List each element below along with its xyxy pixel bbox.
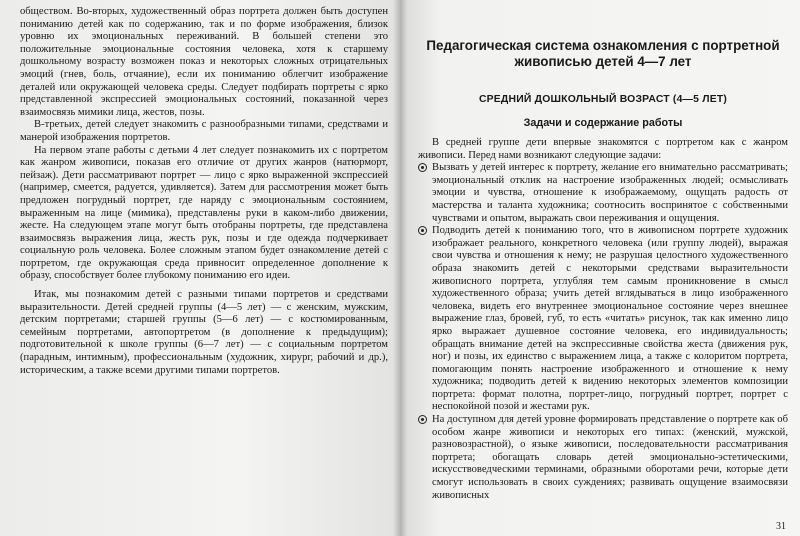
chapter-title: Педагогическая система ознакомления с портретной живописью детей 4—7 лет [426,38,780,69]
bullet-icon [418,415,427,424]
paragraph: Итак, мы познакомим детей с разными типами портретов и средствами выразительности. Детей средней группы (4—5 лет) — с женским, мужским, детским портретами; старшей группы (5—6 лет) — с костюмированным, семейным портретами, автопортретом (в дополнение к предыдущим); подготовительной к школе группы (6—7 лет) — с социальным портретом (парадным, интимным), профессиональным (художник, хирург, рабочий и др.), историческим, а также всеми другими типами портретов. [20,289,388,376]
list-item [418,225,788,414]
paragraph: В-третьих, детей следует знакомить с разнообразными типами, средствами и манерой изображения портретов. [20,119,388,143]
right-page [400,0,800,536]
paragraph: На первом этапе работы с детьми 4 лет следует познакомить их с портретом как жанром живописи, показав его отличие от других жанров (натюрморт, пейзаж). Дети рассматривают портрет — лицо с ярко выраженной экспрессией (например, смеется, радуется, удивляется). Затем для рассмотрения может быть предложен погрудный портрет, где наряду с эмоциональным состоянием, выраженным на лице (мимика), представлены руки в каком-либо движении, жесте. На следующем этапе могут быть отобраны портреты, где представлена взаимосвязь выражения лица, жесть рук, позы и где одежда подчеркивает социальную роль человека. Более сложным этапом будет ознакомление детей с портретом, где окружающая среда привносит определенное дополнение к образу, способствует более глубокому пониманию его идеи. [20,144,388,282]
bullet-icon [418,226,427,235]
list-item-text: Подводить детей к пониманию того, что в живописном портрете художник изображает реального, конкретного человека (или группу людей), выражая свои чувства и отношения к нему; не разрушая целостного художественного образа знакомить детей с некоторыми средствами выразительности живописного портрета, углубляя тем самым проникновение в смысл художественного образа; учить детей вглядываться в лицо изображенного человека, видеть его внутреннее эмоциональное состояние через внешнее выражение глаз, бровей, губ, то есть «читать» рисунок, так как именно лицо ярко выражает душевное состояние человека, его индивидуальность; обращать внимание детей на экспрессивные свойства жеста (движения рук, ног) и позы, их единство с выражением лица, а также с колоритом портрета, помогающим понять настроение изображенного и отношение к нему художника; подводить детей к видению некоторых элементов композиции портрета: формат полотна, портрет-лицо, погрудный портрет, портрет с неспокойной позой и жестами рук. [432,225,788,413]
intro-paragraph: В средней группе дети впервые знакомятся с портретом как с жанром живописи. Перед нами возникают следующие задачи: [418,137,788,161]
section-heading: СРЕДНИЙ ДОШКОЛЬНЫЙ ВОЗРАСТ (4—5 ЛЕТ) [478,94,728,105]
subsection-heading: Задачи и содержание работы [523,117,683,129]
list-item [418,162,788,225]
list-item-text: Вызвать у детей интерес к портрету, желание его внимательно рассматривать; эмоциональный отклик на настроение изображенных людей; осмысливать эмоции и чувства, отношение к изображаемому, ощущать радость от мастерства и таланта художника; соотносить воспринятое с собственными чувствами и опытом, выражать свои переживания и ощущения. [432,162,788,224]
page-number: 31 [776,521,786,532]
list-item [418,414,788,502]
task-list [418,162,788,502]
bullet-icon [418,163,427,172]
paragraph: обществом. Во-вторых, художественный образ портрета должен быть доступен пониманию детей как по содержанию, так и по форме изображения, близок уровню их эмоциональных переживаний. В большей степени это положительные эмоциональные состояния человека, хотя к старшему дошкольному возрасту возможен показ и некоторых сложных отрицательных эмоций (гнев, боль, отчаяние), если их пониманию облегчит изображение деталей или окружающей человека среды. Следует подбирать портреты с ярко представленной экспрессией эмоциональных состояний, показанной через взаимосвязь мимики лица, жестов, позы. [20,6,388,118]
list-item-text: На доступном для детей уровне формировать представление о портрете как об особом жанре живописи и некоторых его типах: (женский, мужской, разновозрастной), о языке живописи, последовательности рассматривания портрета; обогащать словарь детей эмоционально-эстетическими, искусствоведческими терминами, образными оборотами речи, которые дети смогут использовать в своих суждениях; развивать ощущение взаимосвязи живописных [432,414,788,501]
